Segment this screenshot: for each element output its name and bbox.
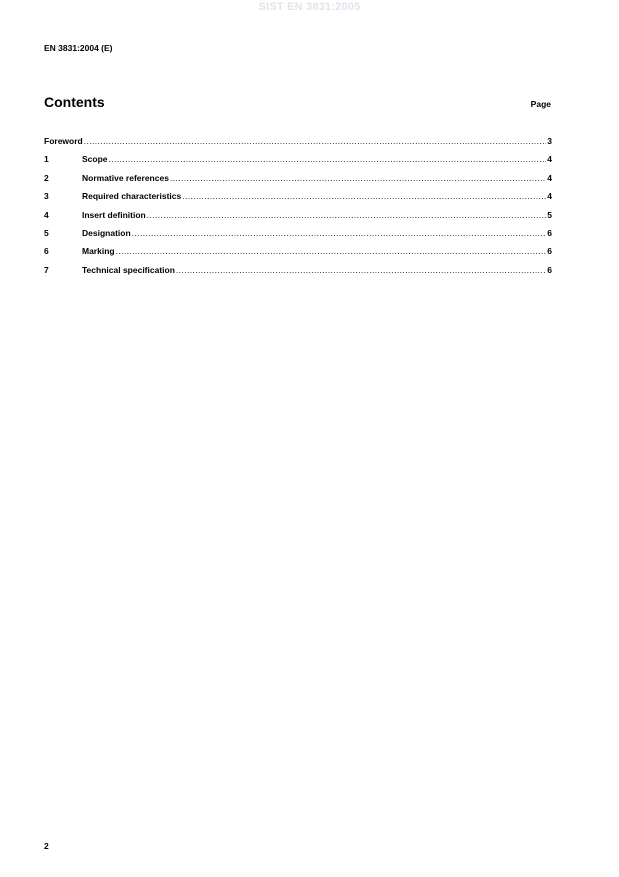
- toc-entry-number: 3: [44, 191, 49, 202]
- toc-entry-page: 5: [547, 209, 552, 220]
- toc-entry-page: 6: [547, 246, 552, 257]
- page-column-heading: Page: [530, 99, 551, 109]
- footer-page-number: 2: [44, 841, 49, 851]
- toc-dot-leader: [170, 173, 546, 183]
- toc-entry-normative-references[interactable]: [44, 173, 552, 191]
- toc-entry-title: Marking: [82, 246, 115, 257]
- toc-entry-foreword[interactable]: [44, 136, 552, 154]
- watermark-text: SIST EN 3831:2005: [258, 1, 361, 13]
- toc-entry-title: Technical specification: [82, 264, 175, 275]
- toc-dot-leader: [176, 265, 546, 275]
- toc-entry-number: 4: [44, 209, 49, 220]
- toc-entry-marking[interactable]: [44, 246, 552, 264]
- toc-dot-leader: [132, 228, 547, 238]
- table-of-contents: [44, 136, 552, 283]
- toc-dot-leader: [116, 246, 547, 256]
- toc-entry-title: Insert definition: [82, 209, 146, 220]
- toc-entry-number: 7: [44, 264, 49, 275]
- toc-entry-designation[interactable]: [44, 228, 552, 246]
- toc-entry-page: 3: [547, 136, 552, 146]
- toc-entry-page: 4: [547, 172, 552, 183]
- toc-entry-title: Required characteristics: [82, 191, 182, 202]
- toc-dot-leader: [109, 154, 547, 164]
- toc-entry-technical-specification[interactable]: [44, 265, 552, 283]
- toc-entry-required-characteristics[interactable]: [44, 191, 552, 209]
- toc-entry-number: 1: [44, 154, 49, 165]
- toc-entry-title: Designation: [82, 227, 131, 238]
- toc-entry-page: 4: [547, 154, 552, 165]
- toc-entry-page: 6: [547, 264, 552, 275]
- contents-heading: Contents: [44, 94, 105, 110]
- toc-entry-page: 6: [547, 227, 552, 238]
- toc-dot-leader: [147, 210, 547, 220]
- toc-entry-title: Normative references: [82, 172, 169, 183]
- toc-entry-page: 4: [547, 191, 552, 202]
- toc-entry-number: 2: [44, 172, 49, 183]
- document-identifier: EN 3831:2004 (E): [44, 43, 113, 53]
- toc-entry-insert-definition[interactable]: [44, 210, 552, 228]
- toc-dot-leader: [182, 191, 546, 201]
- toc-entry-title: Scope: [82, 154, 108, 165]
- toc-entry-title: Foreword: [44, 136, 83, 146]
- toc-dot-leader: [84, 136, 547, 146]
- toc-entry-number: 6: [44, 246, 49, 257]
- toc-entry-number: 5: [44, 227, 49, 238]
- toc-entry-scope[interactable]: [44, 154, 552, 172]
